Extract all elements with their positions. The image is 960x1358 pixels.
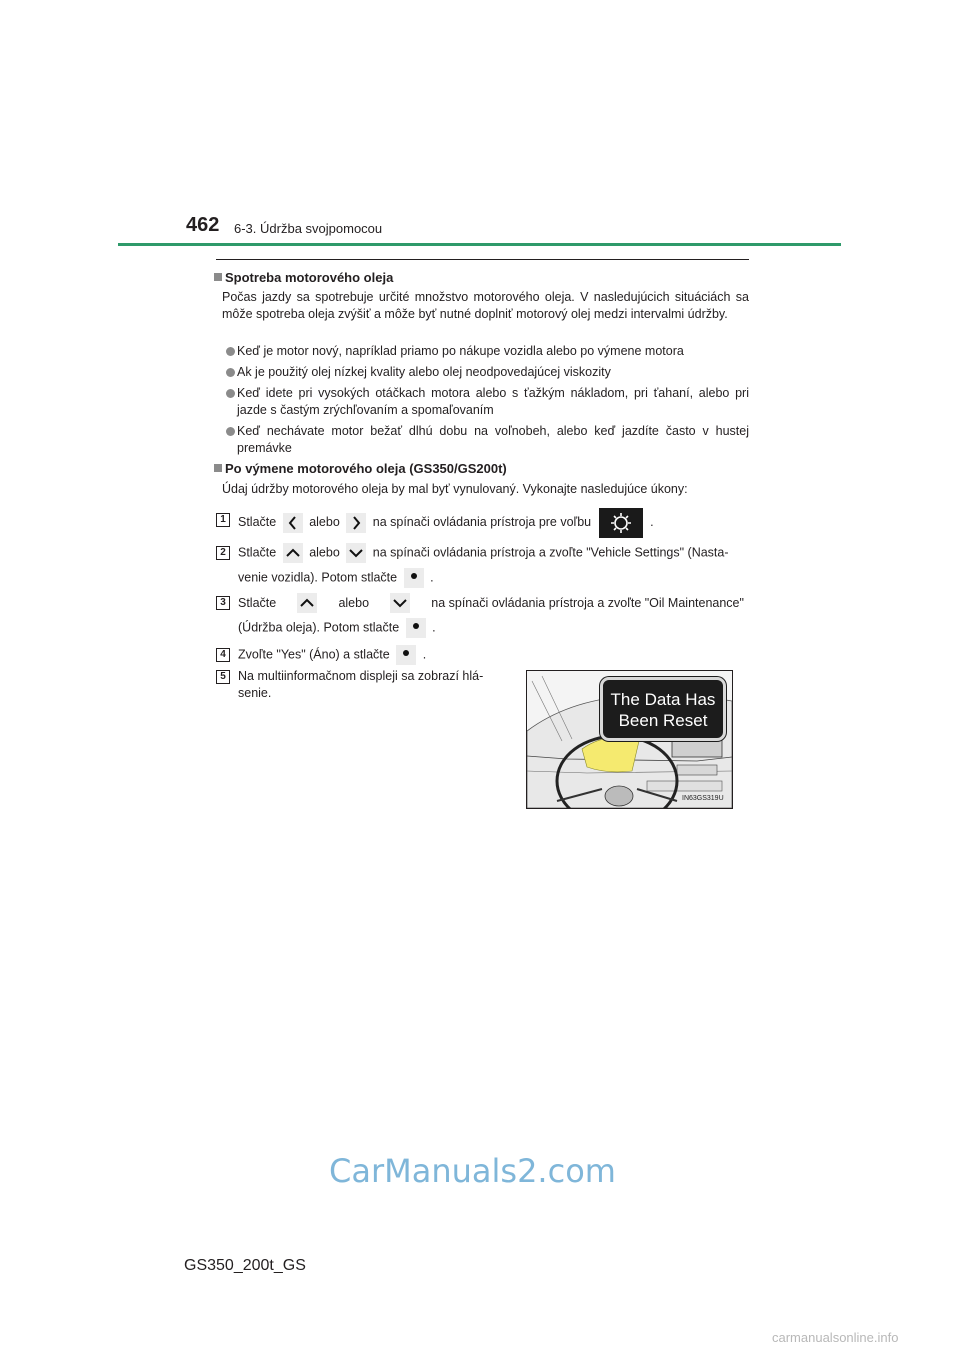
step-text-part: na spínači ovládania prístroja a zvoľte "Vehicle Settings" (Nasta- <box>372 545 729 560</box>
step-text-part: Stlačte <box>238 595 277 610</box>
step-text-part: . <box>430 570 434 585</box>
step-text <box>238 645 426 665</box>
step-text-part: Stlačte <box>238 515 277 529</box>
step-text <box>238 593 744 613</box>
chevron-up-icon <box>283 543 303 563</box>
bullet-icon <box>226 347 235 356</box>
section-square-icon <box>214 464 222 472</box>
footer-model: GS350_200t_GS <box>184 1257 306 1274</box>
step-text <box>238 568 434 588</box>
chevron-up-icon <box>297 593 317 613</box>
step-text <box>238 507 654 537</box>
step-text: senie. <box>238 686 272 700</box>
content-rule <box>216 259 749 260</box>
section-heading: Spotreba motorového oleja <box>225 270 394 285</box>
step-text: Na multiinformačnom displeji sa zobrazí hlá- <box>238 669 484 683</box>
enter-dot-icon <box>406 618 426 638</box>
section-intro: Počas jazdy sa spotrebuje určité množstvo motorového oleja. V nasledujúcich situáciách sa môže spotreba oleja zvýšiť a môže byť nutné doplniť motorový olej medzi intervalmi údržby. <box>222 290 749 321</box>
page-number: 462 <box>186 214 220 236</box>
step-text-part: alebo <box>338 595 370 610</box>
chevron-down-icon <box>390 593 410 613</box>
bullet-icon <box>226 368 235 377</box>
step-text-part: . <box>650 515 654 529</box>
section-intro: Údaj údržby motorového oleja by mal byť vynulovaný. Vykonajte nasledujúce úkony: <box>222 482 688 496</box>
bullet-icon <box>226 427 235 436</box>
enter-dot-icon <box>396 645 416 665</box>
bullet-text: Keď je motor nový, napríklad priamo po nákupe vozidla alebo po výmene motora <box>237 344 684 358</box>
chevron-down-icon <box>346 543 366 563</box>
watermark: CarManuals2.com <box>329 1152 616 1190</box>
header-rule <box>118 243 841 246</box>
bubble-line: The Data Has <box>610 690 716 709</box>
chevron-left-icon <box>283 513 303 533</box>
step-text <box>238 618 436 638</box>
bullet-text: Ak je použitý olej nízkej kvality alebo olej neodpovedajúcej viskozity <box>237 365 611 379</box>
step-number: 4 <box>216 648 230 662</box>
message-bubble <box>600 677 726 741</box>
footer-site: carmanualsonline.info <box>772 1330 899 1345</box>
step-text-part: (Údržba oleja). Potom stlačte <box>238 620 400 635</box>
step-text-part: alebo <box>309 545 340 560</box>
step-text-part: . <box>422 647 427 662</box>
gear-icon <box>599 508 643 538</box>
bullet-text: Keď idete pri vysokých otáčkach motora alebo s ťažkým nákladom, pri ťahaní, alebo pri jazde s častým zrýchľovaním a spomaľovaním <box>237 386 749 417</box>
step-text-part: . <box>432 620 436 635</box>
bullet-icon <box>226 389 235 398</box>
step-text-part: venie vozidla). Potom stlačte <box>238 570 398 585</box>
step-text-part: Zvoľte "Yes" (Áno) a stlačte <box>238 647 390 662</box>
section-heading: Po výmene motorového oleja (GS350/GS200t) <box>225 461 507 476</box>
step-number: 3 <box>216 596 230 610</box>
step-text-part: Stlačte <box>238 545 277 560</box>
enter-dot-icon <box>404 568 424 588</box>
section-title: 6-3. Údržba svojpomocou <box>234 221 383 236</box>
bullet-text: Keď nechávate motor bežať dlhú dobu na voľnobeh, alebo keď jazdíte často v hustej premávke <box>237 424 749 455</box>
step-number: 5 <box>216 670 230 684</box>
chevron-right-icon <box>346 513 366 533</box>
step-number: 1 <box>216 513 230 527</box>
figure-code: IN63GS319U <box>682 795 724 802</box>
step-number: 2 <box>216 546 230 560</box>
step-text <box>238 543 729 563</box>
bubble-line: Been Reset <box>618 711 708 730</box>
step-text-part: na spínači ovládania prístroja a zvoľte "Oil Maintenance" <box>431 595 744 610</box>
section-square-icon <box>214 273 222 281</box>
step-text-part: na spínači ovládania prístroja pre voľbu <box>372 515 592 529</box>
step-text-part: alebo <box>309 515 340 529</box>
